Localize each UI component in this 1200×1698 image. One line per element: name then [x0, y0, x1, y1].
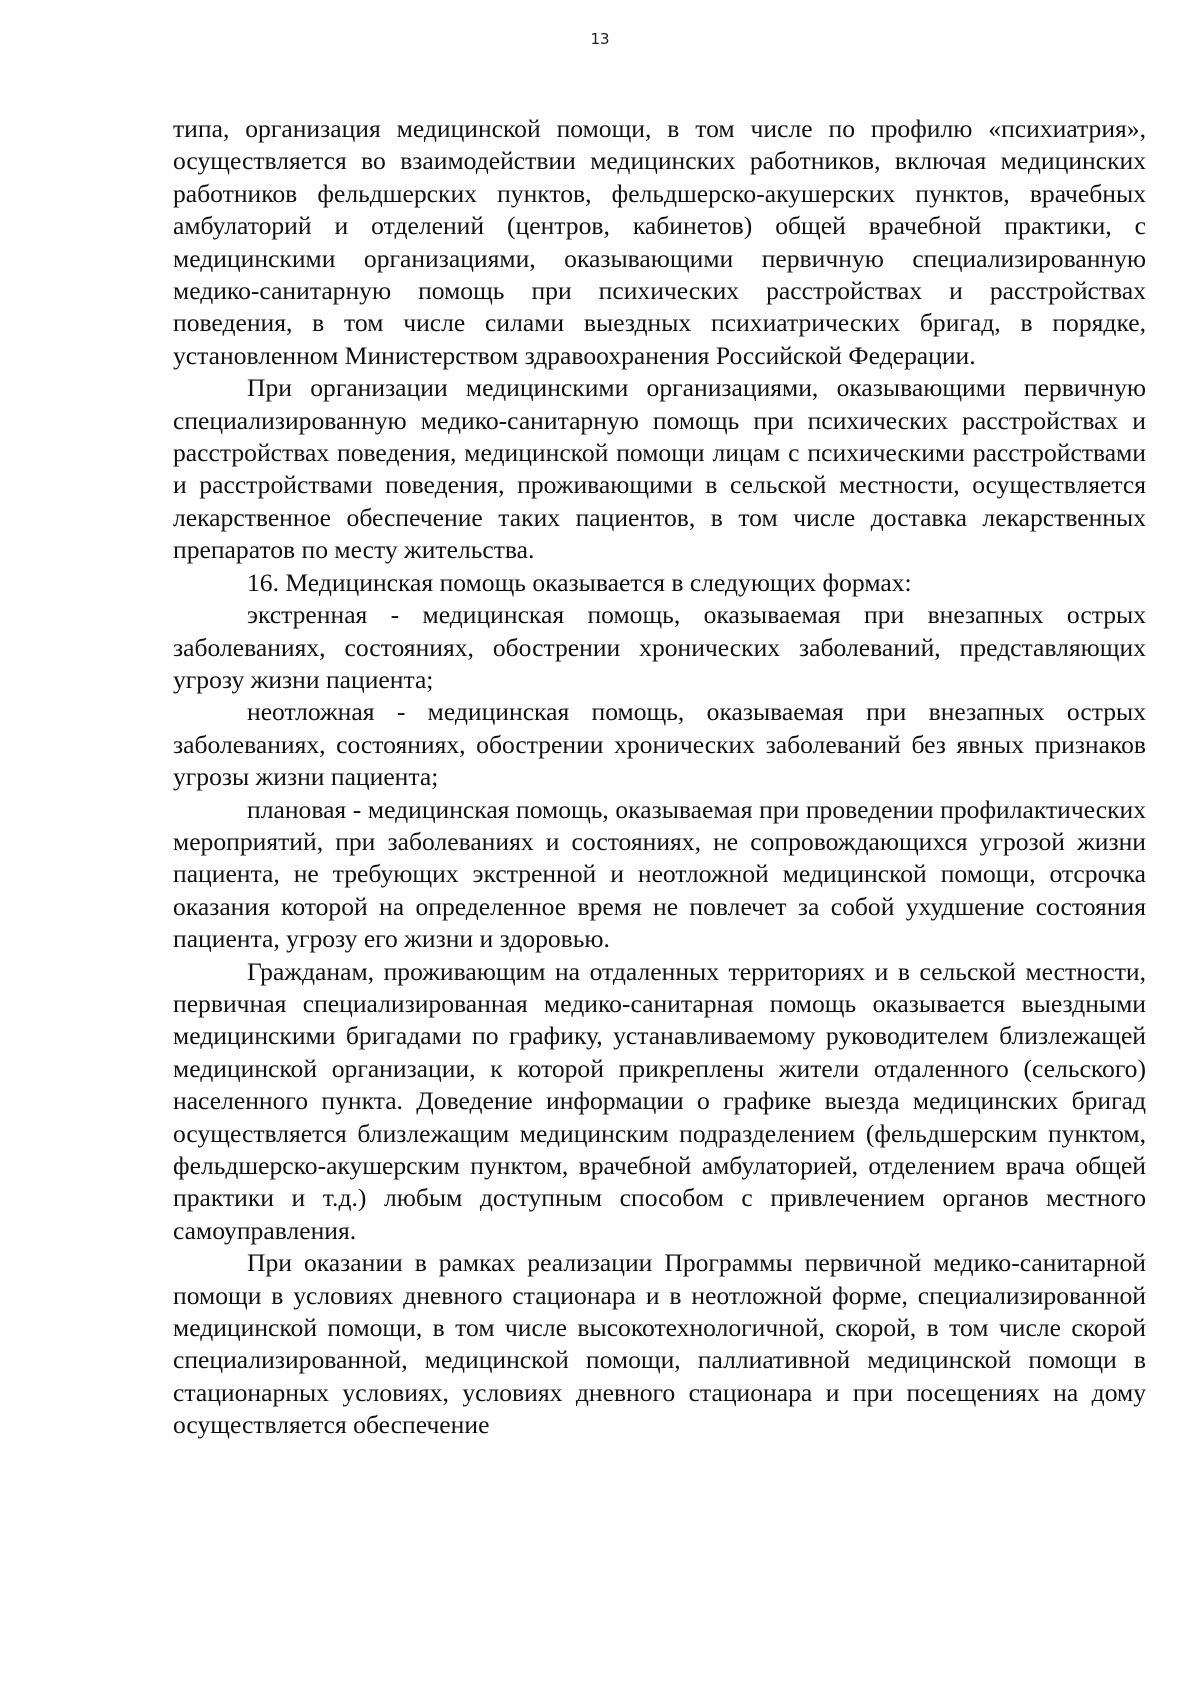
- paragraph-remote-territories: Гражданам, проживающим на отдаленных территориях и в сельской местности, первичная специализированная медико-санитарная помощь оказывается выездными медицинскими бригадами по графику, устанавливаемому руководителем близлежащей медицинской организации, к которой прикреплены жители отдаленного (сельского) населенного пункта. Доведение информации о графике выезда медицинских бригад осуществляется близлежащим медицинским подразделением (фельдшерским пунктом, фельдшерско-акушерским пунктом, врачебной амбулаторией, отделением врача общей практики и т.д.) любым доступным способом с привлечением органов местного самоуправления.: [173, 956, 1146, 1245]
- page-number: 13: [590, 30, 610, 48]
- paragraph-form-planned: плановая - медицинская помощь, оказываемая при проведении профилактических мероприятий, при заболеваниях и состояниях, не сопровождающихся угрозой жизни пациента, не требующих экстренной и неотложной медицинской помощи, отсрочка оказания которой на определенное время не повлечет за собой ухудшение состояния пациента, угрозу его жизни и здоровью.: [173, 794, 1146, 954]
- paragraph-continuation: типа, организация медицинской помощи, в том числе по профилю «психиатрия», осуществляется во взаимодействии медицинских работников, включая медицинских работников фельдшерских пунктов, фельдшерско-акушерских пунктов, врачебных амбулаторий и отделений (центров, кабинетов) общей врачебной практики, с медицинскими организациями, оказывающими первичную специализированную медико-санитарную помощь при психических расстройствах и расстройствах поведения, в том числе силами выездных психиатрических бригад, в порядке, установленном Министерством здравоохранения Российской Федерации.: [173, 114, 1146, 370]
- document-body: [173, 113, 1146, 1442]
- paragraph-form-emergency: экстренная - медицинская помощь, оказываемая при внезапных острых заболеваниях, состояниях, обострении хронических заболеваний, представляющих угрозу жизни пациента;: [173, 600, 1146, 694]
- paragraph-form-urgent: неотложная - медицинская помощь, оказываемая при внезапных острых заболеваниях, состояниях, обострении хронических заболеваний без явных признаков угрозы жизни пациента;: [173, 697, 1146, 792]
- paragraph-program-provision: При оказании в рамках реализации Программы первичной медико-санитарной помощи в условиях дневного стационара и в неотложной форме, специализированной медицинской помощи, в том числе высокотехнологичной, скорой, в том числе скорой специализированной, медицинской помощи, паллиативной медицинской помощи в стационарных условиях, условиях дневного стационара и при посещениях на дому осуществляется обеспечение: [173, 1248, 1146, 1440]
- paragraph-section-16-heading: 16. Медицинская помощь оказывается в следующих формах:: [247, 567, 912, 597]
- paragraph-psychiatric-drug-supply: При организации медицинскими организациями, оказывающими первичную специализированную медико-санитарную помощь при психических расстройствах и расстройствах поведения, медицинской помощи лицам с психическими расстройствами и расстройствами поведения, проживающими в сельской местности, осуществляется лекарственное обеспечение таких пациентов, в том числе доставка лекарственных препаратов по месту жительства.: [173, 373, 1146, 565]
